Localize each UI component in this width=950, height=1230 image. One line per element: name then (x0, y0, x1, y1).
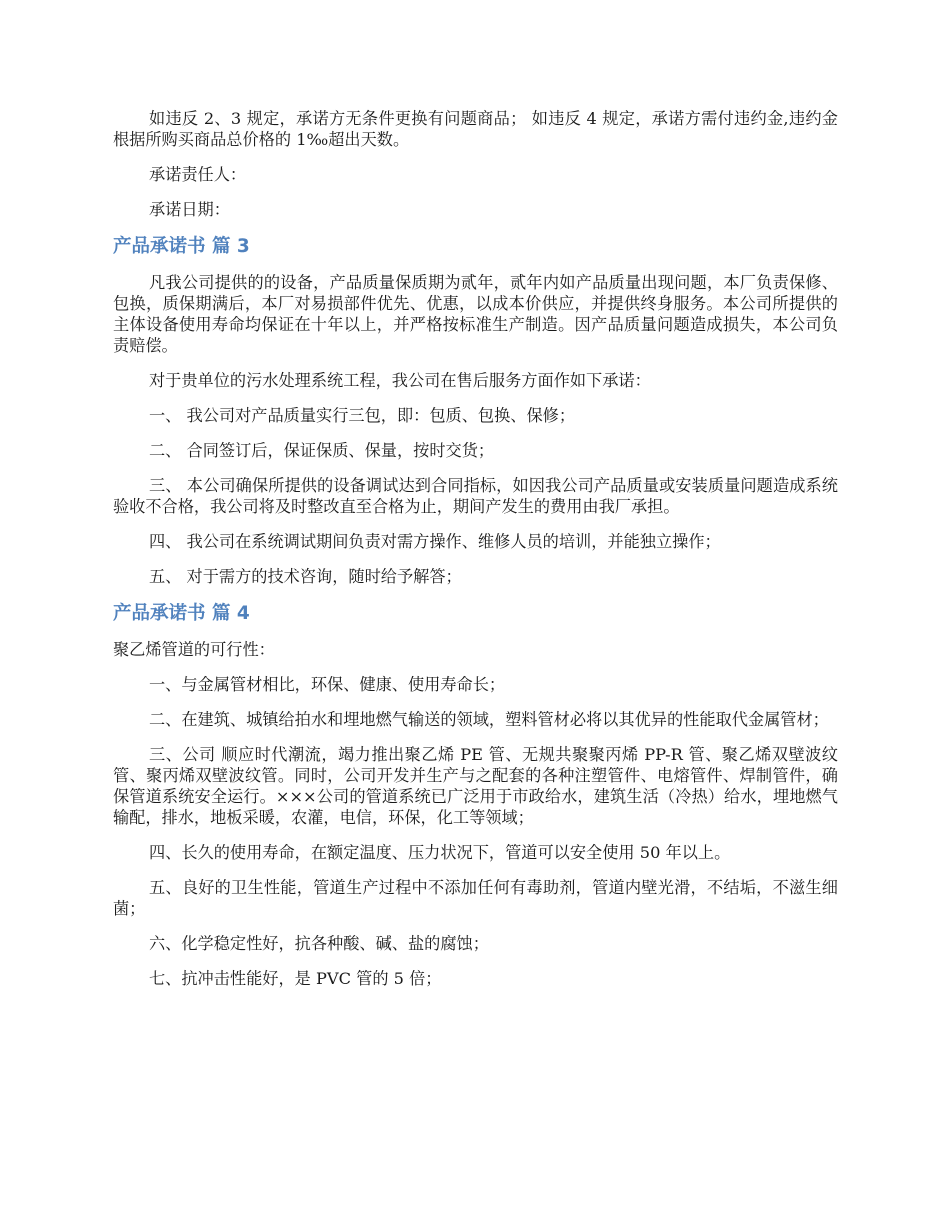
paragraph-commitment-date: 承诺日期： (149, 200, 230, 219)
list-item: 一、与金属管材相比，环保、健康、使用寿命长； (149, 675, 506, 694)
section-heading-3: 产品承诺书 篇 3 (113, 236, 250, 257)
section-heading-4: 产品承诺书 篇 4 (113, 603, 250, 624)
list-item: 六、化学稳定性好，抗各种酸、碱、盐的腐蚀； (149, 934, 489, 953)
paragraph-responsible-person: 承诺责任人： (149, 165, 247, 184)
paragraph: 对于贵单位的污水处理系统工程，我公司在售后服务方面作如下承诺： (149, 371, 651, 390)
paragraph-intro: 聚乙烯管道的可行性： (113, 640, 275, 659)
list-item: 五、 对于需方的技术咨询，随时给予解答； (149, 567, 462, 586)
paragraph-violation-terms: 如违反 2、3 规定，承诺方无条件更换有问题商品； 如违反 4 规定，承诺方需付违约金,违约金根据所购买商品总价格的 1‰超出天数。 (113, 109, 838, 149)
list-item: 二、 合同签订后，保证保质、保量，按时交货； (149, 441, 495, 460)
document-page (113, 108, 838, 1003)
list-item: 一、 我公司对产品质量实行三包，即：包质、包换、保修； (149, 406, 576, 425)
list-item: 四、长久的使用寿命，在额定温度、压力状况下，管道可以安全使用 50 年以上。 (149, 843, 731, 862)
list-item: 七、抗冲击性能好，是 PVC 管的 5 倍； (149, 969, 442, 988)
list-item: 三、公司 顺应时代潮流，竭力推出聚乙烯 PE 管、无规共聚聚丙烯 PP-R 管、聚乙烯双壁波纹管、聚丙烯双壁波纹管。同时，公司开发并生产与之配套的各种注塑管件、电熔管件、焊制管件，确保管道系统安全运行。×××公司的管道系统已广泛用于市政给水，建筑生活（冷热）给水，埋地燃气输配，排水，地板采暖，农灌，电信，环保，化工等领域； (113, 745, 838, 827)
list-item: 五、良好的卫生性能，管道生产过程中不添加任何有毒助剂，管道内壁光滑，不结垢，不滋生细菌； (113, 878, 838, 918)
list-item: 二、在建筑、城镇给拍水和埋地燃气输送的领域，塑料管材必将以其优异的性能取代金属管材； (149, 710, 829, 729)
paragraph: 凡我公司提供的的设备，产品质量保质期为贰年，贰年内如产品质量出现问题，本厂负责保修、包换，质保期满后，本厂对易损部件优先、优惠，以成本价供应，并提供终身服务。本公司所提供的主体设备使用寿命均保证在十年以上，并严格按标准生产制造。因产品质量问题造成损失，本公司负责赔偿。 (113, 273, 838, 355)
list-item: 四、 我公司在系统调试期间负责对需方操作、维修人员的培训，并能独立操作； (149, 532, 721, 551)
list-item: 三、 本公司确保所提供的设备调试达到合同指标，如因我公司产品质量或安装质量问题造成系统验收不合格，我公司将及时整改直至合格为止，期间产发生的费用由我厂承担。 (113, 476, 838, 516)
